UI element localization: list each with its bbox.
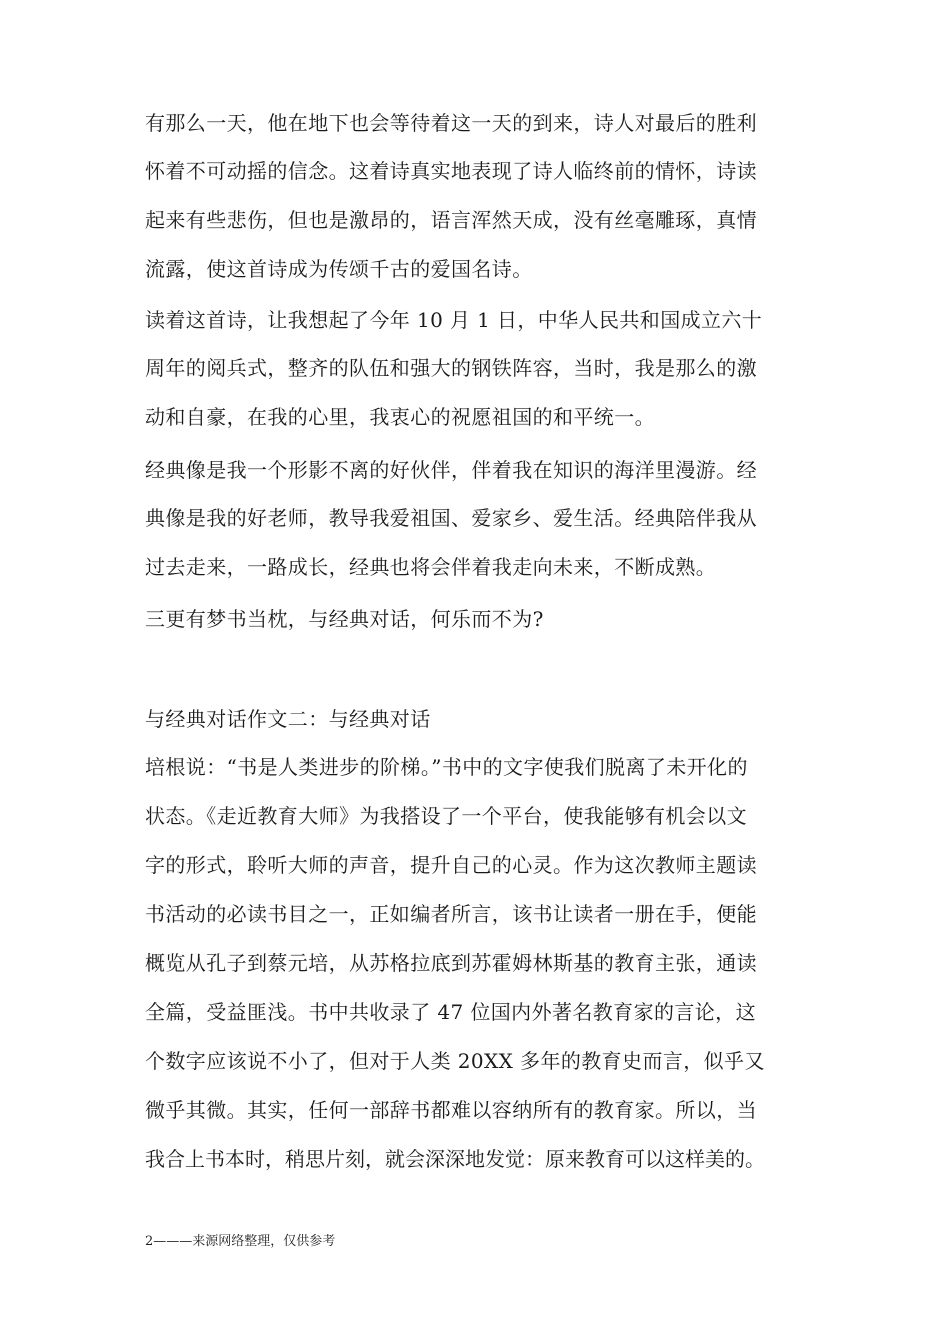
text-line: 流露，使这首诗成为传颂千古的爱国名诗。 (145, 257, 533, 281)
text-line: 过去走来，一路成长，经典也将会伴着我走向未来，不断成熟。 (145, 555, 717, 579)
text-line: 全篇，受益匪浅。书中共收录了 47 位国内外著名教育家的言论，这 (145, 1000, 756, 1024)
text-line: 字的形式，聆听大师的声音，提升自己的心灵。作为这次教师主题读 (145, 853, 757, 877)
text-line: 动和自豪，在我的心里，我衷心的祝愿祖国的和平统一。 (145, 405, 655, 429)
text-line: 状态。《走近教育大师》为我搭设了一个平台，使我能够有机会以文 (145, 804, 747, 828)
text-line: 周年的阅兵式，整齐的队伍和强大的钢铁阵容，当时，我是那么的激 (145, 356, 757, 380)
text-line: 经典像是我一个形影不离的好伙伴，伴着我在知识的海洋里漫游。经 (145, 458, 757, 482)
text-line: 三更有梦书当枕，与经典对话，何乐而不为? (145, 607, 544, 631)
text-line: 概览从孔子到蔡元培，从苏格拉底到苏霍姆林斯基的教育主张，通读 (145, 951, 757, 975)
text-line: 微乎其微。其实，任何一部辞书都难以容纳所有的教育家。所以，当 (145, 1098, 757, 1122)
section-title: 与经典对话作文二：与经典对话 (145, 707, 431, 731)
text-line: 培根说：“书是人类进步的阶梯。”书中的文字使我们脱离了未开化的 (145, 755, 748, 779)
footer-source-note: ———来源网络整理，仅供参考 (153, 1234, 336, 1249)
text-line: 起来有些悲伤，但也是激昂的，语言浑然天成，没有丝毫雕琢，真情 (145, 208, 757, 232)
text-line: 我合上书本时，稍思片刻，就会深深地发觉：原来教育可以这样美的。 (145, 1147, 765, 1171)
page-footer (145, 1233, 335, 1251)
text-line: 个数字应该说不小了，但对于人类 20XX 多年的教育史而言，似乎又 (145, 1049, 765, 1073)
page-number: 2 (145, 1234, 154, 1249)
text-line: 读着这首诗，让我想起了今年 10 月 1 日，中华人民共和国成立六十 (145, 308, 763, 332)
text-line: 怀着不可动摇的信念。这着诗真实地表现了诗人临终前的情怀，诗读 (145, 159, 757, 183)
text-line: 有那么一天，他在地下也会等待着这一天的到来，诗人对最后的胜利 (145, 111, 757, 135)
text-line: 典像是我的好老师，教导我爱祖国、爱家乡、爱生活。经典陪伴我从 (145, 506, 757, 530)
text-line: 书活动的必读书目之一，正如编者所言，该书让读者一册在手，便能 (145, 902, 757, 926)
